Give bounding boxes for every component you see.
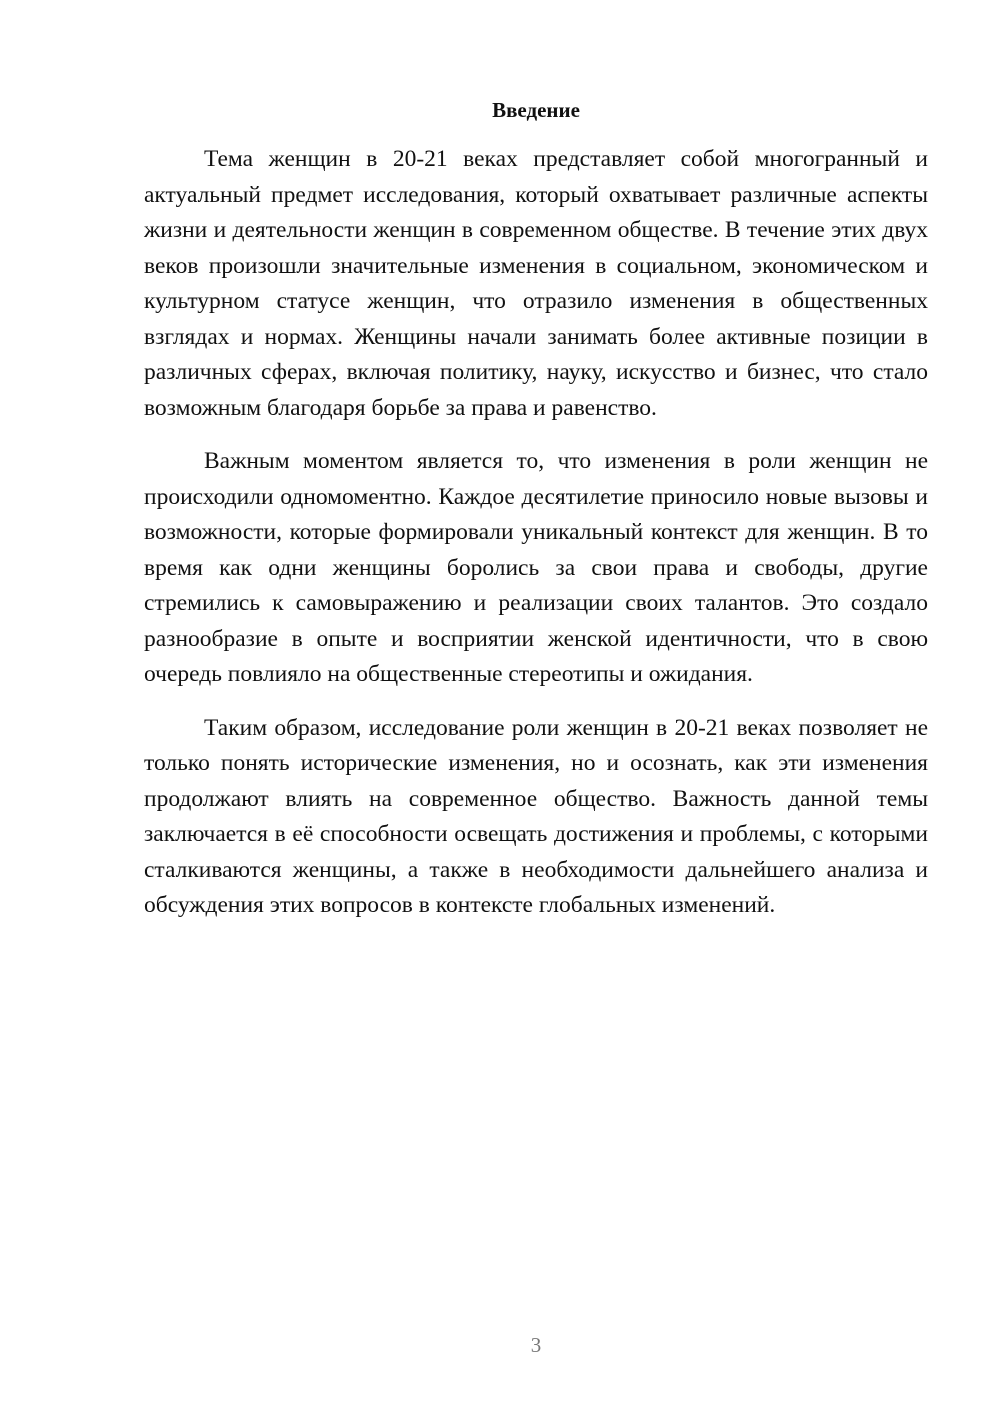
body-text bbox=[144, 142, 928, 942]
paragraph-3: Таким образом, исследование роли женщин в 20-21 веках позволяет не только понять исторические изменения, но и осознать, как эти изменения продолжают влиять на современное общество. Важность данной темы заключается в её способности освещать достижения и проблемы, с которыми сталкиваются женщины, а также в необходимости дальнейшего анализа и обсуждения этих вопросов в контексте глобальных изменений. bbox=[144, 714, 928, 918]
page-number: 3 bbox=[530, 1333, 542, 1357]
paragraph-2: Важным моментом является то, что изменения в роли женщин не происходили одномоментно. Каждое десятилетие приносило новые вызовы и возможности, которые формировали уникальный контекст для женщин. В то время как одни женщины боролись за свои права и свободы, другие стремились к самовыражению и реализации своих талантов. Это создало разнообразие в опыте и восприятии женской идентичности, что в свою очередь повлияло на общественные стереотипы и ожидания. bbox=[144, 448, 928, 687]
section-title: Введение bbox=[492, 98, 580, 122]
paragraph-1: Тема женщин в 20-21 веках представляет собой многогранный и актуальный предмет исследования, который охватывает различные аспекты жизни и деятельности женщин в современном обществе. В течение этих двух веков произошли значительные изменения в социальном, экономическом и культурном статусе женщин, что отразило изменения в общественных взглядах и нормах. Женщины начали занимать более активные позиции в различных сферах, включая политику, науку, искусство и бизнес, что стало возможным благодаря борьбе за права и равенство. bbox=[144, 146, 928, 421]
